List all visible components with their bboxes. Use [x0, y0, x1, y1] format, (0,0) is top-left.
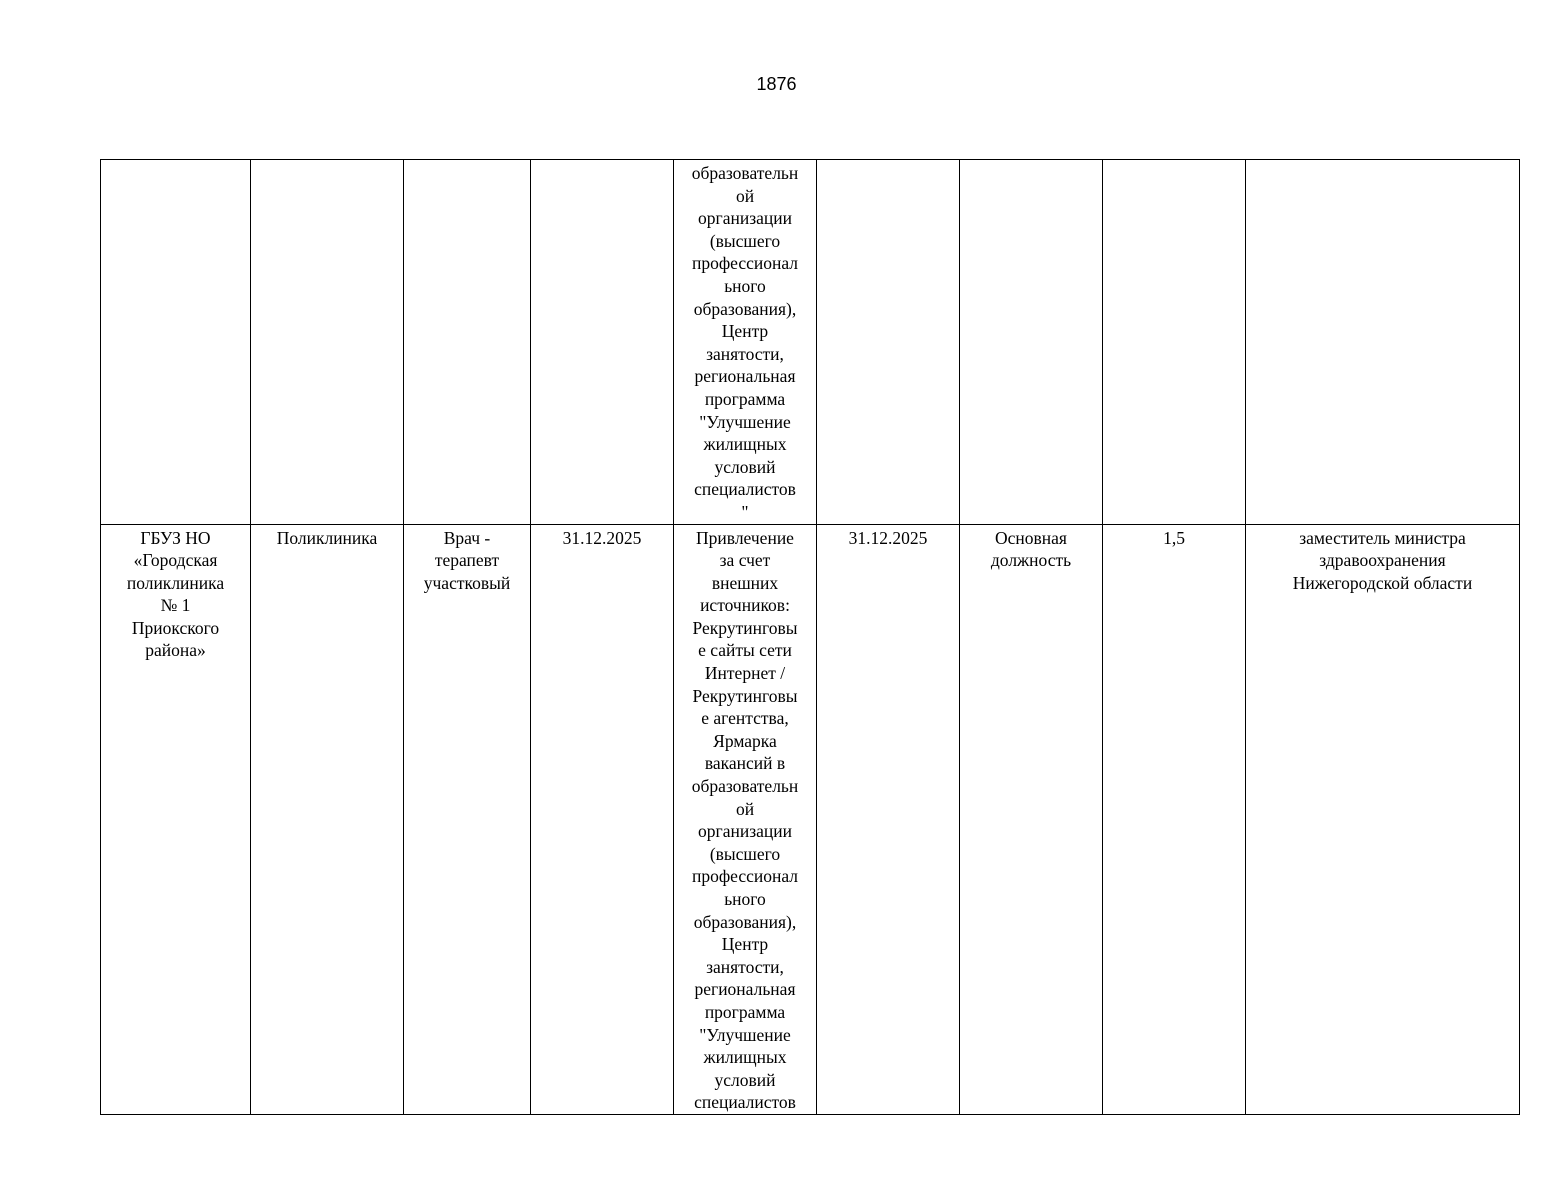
cell-position-type: Основная должность [960, 524, 1103, 1114]
cell-date-plan: 31.12.2025 [817, 524, 960, 1114]
page-number: 1876 [756, 74, 797, 94]
cell-organization: ГБУЗ НО «Городская поликлиника № 1 Приокского района» [101, 524, 251, 1114]
cell-position-type [960, 160, 1103, 525]
cell-date-plan [817, 160, 960, 525]
cell-position [404, 160, 531, 525]
cell-rate: 1,5 [1103, 524, 1246, 1114]
cell-date-need [531, 160, 674, 525]
cell-date-need: 31.12.2025 [531, 524, 674, 1114]
cell-measures: Привлечение за счет внешних источников: Рекрутинговы е сайты сети Интернет / Рекрутинговы е агентства, Ярмарка вакансий в образовательн ой организации (высшего профессионал ьного образования), Центр занятости, региональная программа "Улучшение жилищных условий специалистов [674, 524, 817, 1114]
cell-organization [101, 160, 251, 525]
cell-position: Врач - терапевт участковый [404, 524, 531, 1114]
table-row [101, 524, 1520, 1114]
cell-rate [1103, 160, 1246, 525]
cell-responsible [1246, 160, 1520, 525]
table-row [101, 160, 1520, 525]
cell-unit: Поликлиника [251, 524, 404, 1114]
cell-responsible: заместитель министра здравоохранения Нижегородской области [1246, 524, 1520, 1114]
document-table [100, 159, 1520, 1115]
cell-unit [251, 160, 404, 525]
cell-measures: образовательн ой организации (высшего профессионал ьного образования), Центр занятости, региональная программа "Улучшение жилищных условий специалистов " [674, 160, 817, 525]
